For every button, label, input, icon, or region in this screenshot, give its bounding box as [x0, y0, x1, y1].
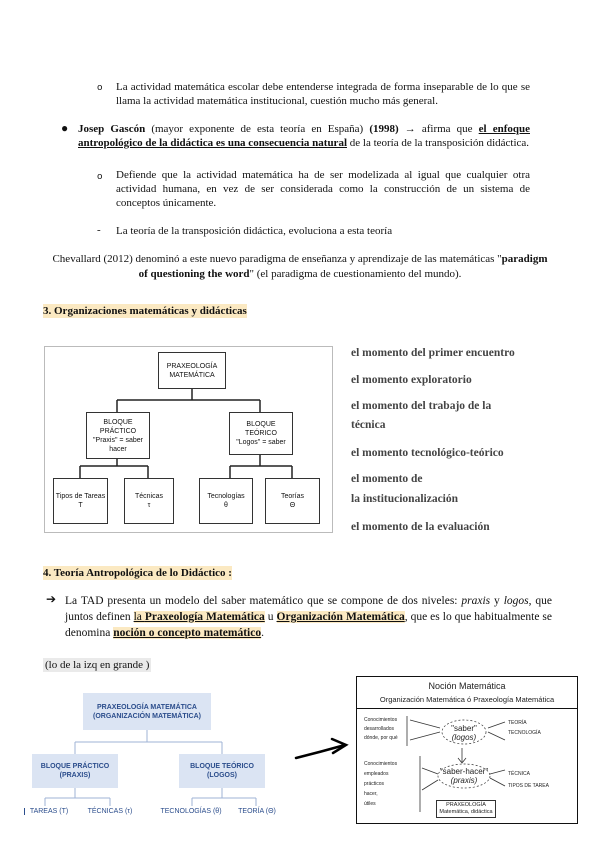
tad-text: y	[490, 595, 504, 607]
bullet-circle-icon: o	[97, 172, 103, 182]
gascon-end: de la teoría de la transposición didáctica.	[347, 137, 530, 149]
node-text: empleados	[364, 771, 389, 777]
node-text: "saber-hacer"	[439, 767, 489, 776]
node-text: "saber"	[451, 724, 477, 733]
tad-organizacion: Organización Matemática	[276, 611, 405, 623]
bullet-dot-icon: ●	[61, 121, 69, 135]
node-text: desarrollados	[364, 726, 395, 732]
node-text: (logos)	[451, 733, 477, 742]
paragraph-dash-item: La teoría de la transposición didáctica, evoluciona a esta teoría	[116, 225, 393, 237]
nocion-right-top	[508, 718, 541, 738]
section-heading-3: 3. Organizaciones matemáticas y didácticas	[43, 305, 247, 317]
node-text: τ	[147, 502, 151, 509]
moment-item: el momento exploratorio	[351, 374, 472, 386]
node-text: TECNOLOGÍA	[508, 730, 541, 736]
bullet-circle-icon: o	[97, 83, 103, 93]
tad-la: la	[133, 611, 145, 623]
node-text: (ORGANIZACIÓN MATEMÁTICA)	[93, 712, 201, 720]
tad-nocion: noción o concepto matemático	[113, 627, 262, 639]
node-text: "Praxis" = saber	[93, 436, 143, 444]
blue-tecnicas-node: TÉCNICAS (τ)	[87, 808, 133, 815]
nocion-left-bottom	[364, 759, 397, 809]
tad-praxis: praxis	[461, 595, 491, 607]
chevallard-end: " (el paradigma de cuestionamiento del mundo).	[249, 268, 462, 280]
node-text: T	[78, 502, 83, 509]
gascon-year: (1998)	[369, 123, 399, 135]
note-text: (lo de la izq en grande )	[45, 659, 150, 671]
nocion-right-bottom	[508, 768, 549, 792]
moment-item: el momento de	[351, 473, 423, 485]
node-text: Matemática, didáctica	[439, 809, 493, 815]
node-text: hacer,	[364, 791, 378, 797]
node-text: (praxis)	[450, 776, 478, 785]
node-text: Tipos de Tareas	[55, 493, 106, 500]
node-text: TIPOS DE TAREA	[508, 783, 549, 789]
gascon-emph: el enfoque antropológico de la didáctica es una consecuencia natural	[78, 123, 530, 149]
node-text: (LOGOS)	[207, 772, 237, 779]
arrow-bullet-icon: ➔	[46, 592, 57, 606]
node-text: Teorías	[281, 493, 304, 500]
node-text: Conocimientos	[364, 717, 398, 723]
node-text: hacer	[109, 445, 127, 453]
dash-bullet-icon: -	[97, 224, 101, 236]
nocion-saber-hacer	[436, 767, 492, 785]
gascon-mid: (mayor exponente de esta teoría en España)	[145, 123, 370, 135]
node-text: (PRAXIS)	[59, 772, 91, 779]
nocion-left-top	[364, 716, 398, 743]
moment-item: la institucionalización	[351, 493, 459, 505]
paragraph-bullet1: La actividad matemática escolar debe entenderse integrada de forma inseparable de lo que se llama la actividad matemática institucional, cuestión mucho más general.	[116, 81, 530, 107]
paragraph-sub-bullet1: Defiende que la actividad matemática ha de ser modelizada al igual que cualquier otra actividad humana, en vez de ser considerada como la construcción de un sistema de conceptos únicamente.	[116, 169, 530, 209]
node-text: θ	[224, 502, 228, 509]
blue-teoria-node: TEORÍA (Θ)	[238, 808, 276, 815]
tad-logos: logos	[503, 595, 529, 607]
node-text: TÉCNICA	[508, 771, 530, 777]
node-text: BLOQUE PRÁCTICO	[40, 763, 110, 770]
chevallard-start: Chevallard (2012) denominó a este nuevo paradigma de enseñanza y aprendizaje de las matemáticas "	[52, 253, 502, 265]
moment-item: técnica	[351, 419, 386, 431]
blue-tareas-node: TAREAS (T)	[24, 808, 72, 815]
node-text: PRAXEOLOGÍA	[166, 362, 218, 370]
nocion-bottom-box	[436, 800, 496, 818]
tad-text: , que es lo que habitualmente se denomina	[65, 611, 552, 639]
nocion-saber	[442, 724, 486, 742]
node-text: MATEMÁTICA	[169, 371, 215, 379]
moment-item: el momento del primer encuentro	[351, 347, 515, 359]
node-text: dónde, por qué	[364, 735, 398, 741]
node-text: "Logos" = saber	[236, 439, 286, 446]
node-text: PRAXEOLOGÍA MATEMÁTICA	[97, 703, 197, 711]
node-text: BLOQUE TEÓRICO	[190, 763, 254, 770]
gascon-name: Josep Gascón	[78, 123, 146, 135]
chevallard-bold: paradigm of questioning the word	[138, 253, 548, 280]
tad-text: La TAD presenta un modelo del saber matemático que se compone de dos niveles:	[65, 595, 462, 607]
moment-item: el momento del trabajo de la	[351, 400, 492, 412]
node-text: PRAXEOLOGÍA	[446, 802, 486, 808]
nocion-title: Noción Matemática	[428, 681, 506, 691]
tad-text: , que juntos definen	[65, 595, 553, 623]
moment-item: el momento de la evaluación	[351, 521, 490, 533]
tad-text: .	[261, 627, 264, 639]
node-text: Conocimientos	[364, 761, 398, 767]
node-text: PRÁCTICO	[99, 427, 137, 435]
node-text: BLOQUE TEÓRICO	[245, 421, 277, 437]
node-text: Tecnologías	[207, 493, 245, 500]
tad-text: u	[264, 611, 277, 623]
blue-tecnologias-node: TECNOLOGÍAS (θ)	[160, 808, 222, 815]
tad-praxeologia: Praxeología Matemática	[144, 611, 265, 623]
node-text: útiles	[364, 801, 376, 807]
node-text: Técnicas	[134, 493, 163, 500]
moment-item: el momento tecnológico-teórico	[351, 447, 504, 459]
nocion-subtitle: Organización Matemática ó Praxeología Matemática	[379, 695, 555, 704]
gascon-arrow: → afirma que	[398, 123, 479, 135]
node-text: Θ	[289, 502, 296, 509]
node-text: TEORÍA	[508, 720, 527, 726]
node-text: BLOQUE	[103, 418, 133, 426]
section-heading-4: 4. Teoría Antropológica de lo Didáctico :	[43, 567, 232, 579]
node-text: prácticos	[364, 781, 385, 787]
